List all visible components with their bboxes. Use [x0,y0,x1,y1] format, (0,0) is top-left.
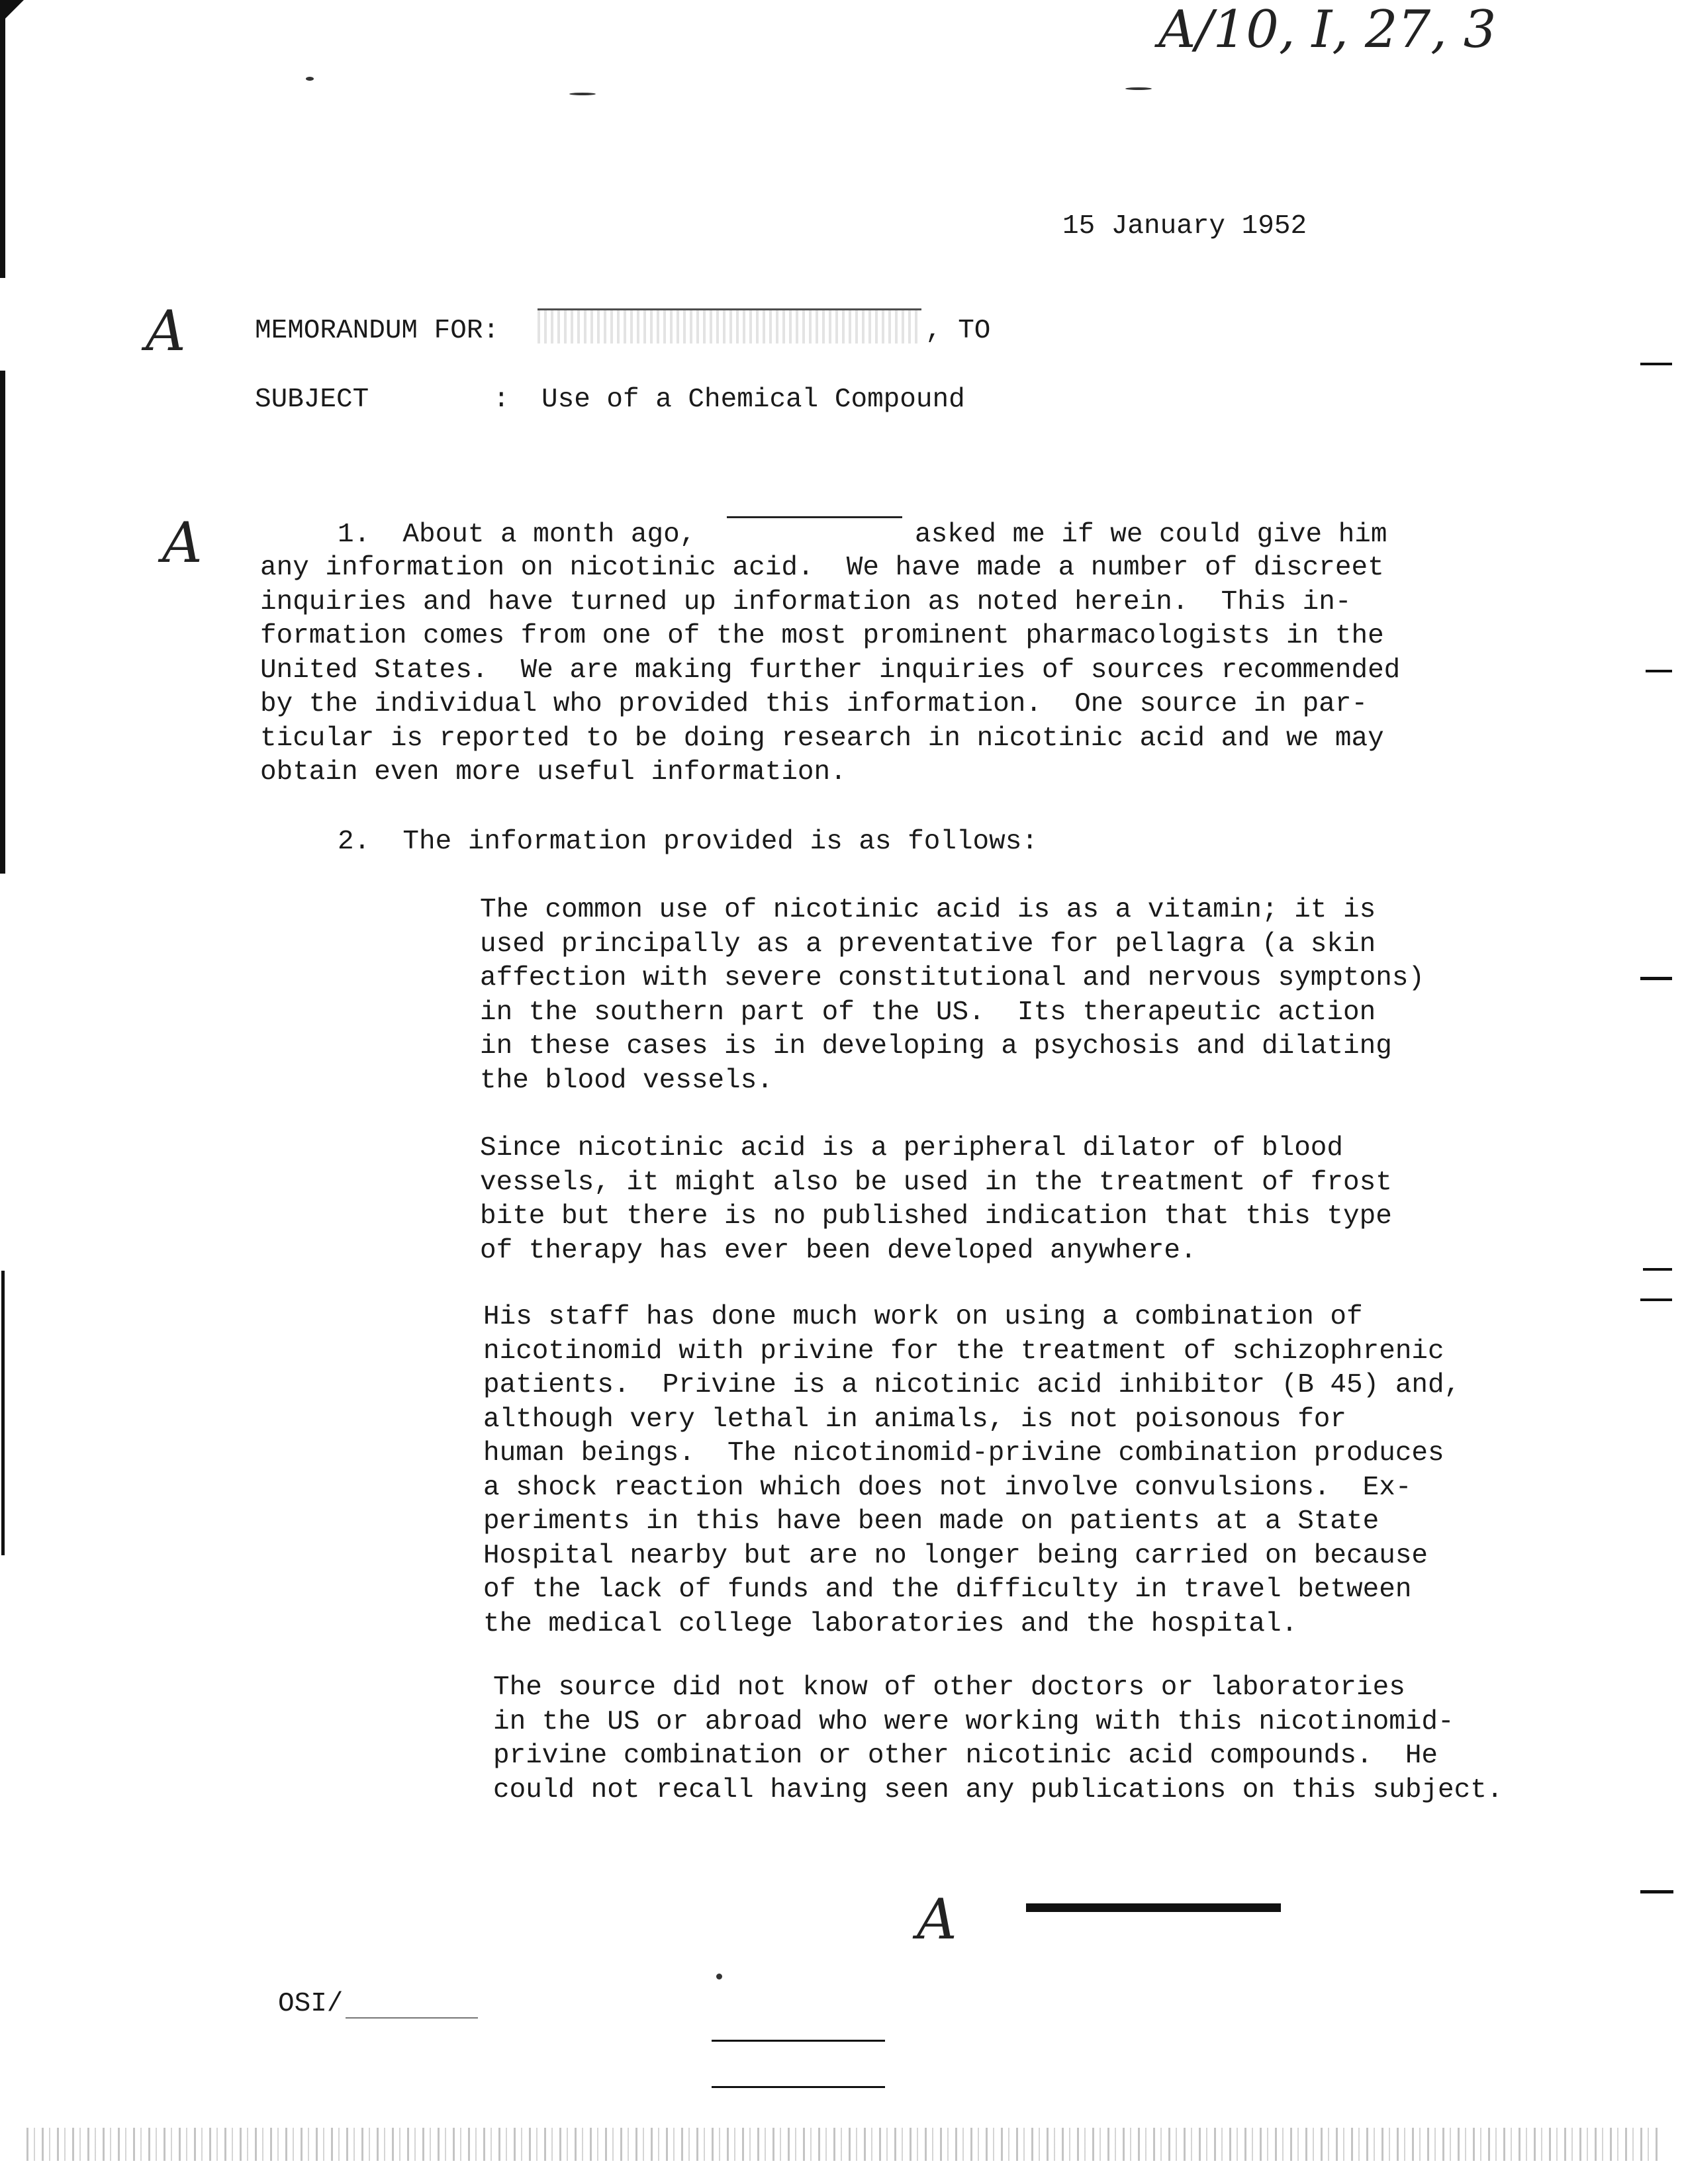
paragraph-1-line: United States. We are making further inquiries of sources recommended [260,655,1401,686]
subject-value: Use of a Chemical Compound [541,385,965,415]
scan-speck [716,1974,722,1979]
quote-1-line: used principally as a preventative for pellagra (a skin [480,929,1376,960]
quote-3-line: patients. Privine is a nicotinic acid inhibitor (B 45) and, [483,1370,1461,1400]
quote-3-line: although very lethal in animals, is not poisonous for [483,1404,1347,1435]
paragraph-1-line: inquiries and have turned up information as noted herein. This in- [260,586,1352,617]
signature-redaction-bar [1026,1903,1281,1912]
paragraph-1-opening: 1. About a month ago, [338,520,696,550]
paragraph-2-intro: 2. The information provided is as follows: [338,827,1038,857]
quote-section-2 [480,1132,1392,1268]
quote-1-line: the blood vessels. [480,1065,773,1096]
margin-tick [1640,1890,1673,1893]
scan-left-edge-low [1,1271,5,1555]
quote-3-line: a shock reaction which does not involve convulsions. Ex- [483,1472,1412,1503]
subject-colon: : [493,385,510,415]
paragraph-1-line: obtain even more useful information. [260,757,847,788]
file-reference-annotation: A/10, I, 27, 3 [1158,0,1497,60]
quote-4-line: in the US or abroad who were working with this nicotinomid- [493,1706,1454,1737]
scan-noise-strip [26,2128,1661,2161]
subject-label: SUBJECT [255,385,369,415]
paragraph-1-line: formation comes from one of the most prominent pharmacologists in the [260,621,1384,651]
redacted-recipient [538,308,921,343]
quote-2-line: vessels, it might also be used in the treatment of frost [480,1167,1392,1198]
quote-3-line: the medical college laboratories and the hospital. [483,1608,1298,1639]
quote-1-line: in these cases is in developing a psychosis and dilating [480,1031,1392,1062]
quote-2-line: bite but there is no published indication that this type [480,1201,1392,1232]
scan-left-edge-top [0,0,5,278]
margin-mark-paragraph: A [162,510,203,575]
quote-4-line: could not recall having seen any publications on this subject. [493,1774,1503,1805]
scan-speck [569,93,596,95]
paragraph-1-opening-cont: asked me if we could give him [915,520,1387,550]
quote-3-line: His staff has done much work on using a combination of [483,1302,1363,1332]
margin-mark-signature: A [917,1887,957,1952]
margin-tick [1640,977,1672,980]
scan-left-edge-mid [0,371,5,874]
paragraph-1-body [260,551,1400,790]
paragraph-1-line: any information on nicotinic acid. We have made a number of discreet [260,553,1384,583]
quote-section-3 [483,1300,1460,1641]
redacted-name [727,516,902,518]
paragraph-1-line: by the individual who provided this information. One source in par- [260,689,1368,719]
quote-3-line: human beings. The nicotinomid-privine combination produces [483,1438,1444,1469]
quote-3-line: periments in this have been made on patients at a State [483,1506,1380,1537]
margin-tick [1640,1298,1672,1301]
paragraph-1-line: ticular is reported to be doing research in nicotinic acid and we may [260,723,1384,754]
quote-1-line: affection with severe constitutional and nervous symptons) [480,963,1425,993]
originator-code: OSI/ [278,1989,344,2019]
memo-for-suffix: , TO [925,316,991,346]
quote-3-line: nicotinomid with privine for the treatment of schizophrenic [483,1336,1444,1367]
margin-tick [1646,670,1672,672]
quote-4-line: privine combination or other nicotinic acid compounds. He [493,1741,1438,1771]
routing-line [712,2040,885,2042]
margin-mark-memo: A [146,298,186,363]
scan-speck [306,77,314,81]
quote-section-1 [480,893,1425,1098]
memo-for-label: MEMORANDUM FOR: [255,316,500,346]
quote-2-line: Since nicotinic acid is a peripheral dilator of blood [480,1133,1344,1163]
quote-4-line: The source did not know of other doctors or laboratories [493,1672,1405,1703]
quote-2-line: of therapy has ever been developed anywhere. [480,1235,1197,1266]
quote-3-line: of the lack of funds and the difficulty in travel between [483,1574,1412,1605]
originator-blank [346,2017,478,2019]
quote-1-line: The common use of nicotinic acid is as a vitamin; it is [480,895,1376,925]
memo-date: 15 January 1952 [1062,211,1307,242]
margin-tick [1643,1268,1672,1271]
routing-line [712,2086,885,2088]
scan-speck [1125,87,1152,90]
quote-3-line: Hospital nearby but are no longer being carried on because [483,1540,1428,1571]
quote-1-line: in the southern part of the US. Its therapeutic action [480,997,1376,1028]
quote-section-4 [493,1671,1503,1807]
margin-tick [1640,363,1672,365]
